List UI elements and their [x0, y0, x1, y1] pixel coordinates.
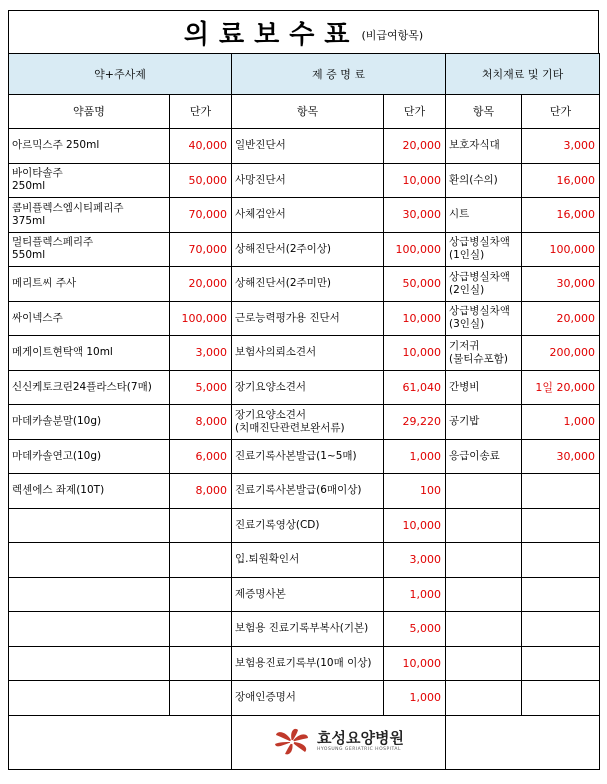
supply-price-cell: 16,000 — [522, 163, 600, 198]
drug-price-cell — [170, 646, 232, 681]
flower-logo-icon — [273, 727, 311, 757]
supply-name-cell: 상급병실차액 (3인실) — [446, 301, 522, 336]
table-row — [9, 232, 600, 267]
table-row — [9, 646, 600, 681]
certificate-name-cell: 사망진단서 — [232, 163, 384, 198]
table-row — [9, 681, 600, 716]
supply-name-cell — [446, 577, 522, 612]
drug-price-cell: 3,000 — [170, 336, 232, 371]
certificate-name-cell: 장애인증명서 — [232, 681, 384, 716]
supply-price-cell: 3,000 — [522, 129, 600, 164]
header-cert-item: 항목 — [232, 95, 384, 129]
price-sheet — [8, 10, 599, 770]
supply-name-cell: 응급이송료 — [446, 439, 522, 474]
drug-name-cell — [9, 646, 170, 681]
header-drug-price: 단가 — [170, 95, 232, 129]
drug-price-cell: 40,000 — [170, 129, 232, 164]
drug-price-cell: 70,000 — [170, 198, 232, 233]
table-row — [9, 370, 600, 405]
certificate-price-cell: 10,000 — [384, 301, 446, 336]
drug-name-cell: 메게이트현탁액 10ml — [9, 336, 170, 371]
certificate-price-cell: 29,220 — [384, 405, 446, 440]
certificate-price-cell: 1,000 — [384, 577, 446, 612]
drug-name-cell: 마데카솔분말(10g) — [9, 405, 170, 440]
certificate-name-cell: 보험용 진료기록부복사(기본) — [232, 612, 384, 647]
certificate-price-cell: 10,000 — [384, 163, 446, 198]
certificate-name-cell: 진료기록사본발급(1~5매) — [232, 439, 384, 474]
drug-name-cell — [9, 577, 170, 612]
supply-price-cell — [522, 508, 600, 543]
page-title: 의료보수표 — [183, 19, 360, 50]
table-row — [9, 336, 600, 371]
certificate-price-cell: 61,040 — [384, 370, 446, 405]
table-row — [9, 267, 600, 302]
section-certificates: 제 증 명 료 — [232, 54, 446, 95]
table-row — [9, 198, 600, 233]
table-row — [9, 474, 600, 509]
table-row — [9, 129, 600, 164]
drug-price-cell — [170, 612, 232, 647]
table-row — [9, 577, 600, 612]
header-cert-price: 단가 — [384, 95, 446, 129]
table-row — [9, 405, 600, 440]
drug-name-cell — [9, 612, 170, 647]
footer-right — [446, 715, 600, 769]
certificate-name-cell: 입.퇴원확인서 — [232, 543, 384, 578]
fee-table — [8, 53, 600, 770]
drug-price-cell: 8,000 — [170, 405, 232, 440]
drug-name-cell: 메리트씨 주사 — [9, 267, 170, 302]
drug-name-cell: 아르믹스주 250ml — [9, 129, 170, 164]
drug-price-cell — [170, 543, 232, 578]
drug-name-cell: 신신케토크린24플라스타(7매) — [9, 370, 170, 405]
page-subtitle: (비급여항목) — [361, 29, 424, 42]
supply-price-cell: 30,000 — [522, 267, 600, 302]
supply-name-cell: 상급병실차액 (1인실) — [446, 232, 522, 267]
certificate-price-cell: 1,000 — [384, 681, 446, 716]
certificate-price-cell: 20,000 — [384, 129, 446, 164]
supply-price-cell: 20,000 — [522, 301, 600, 336]
drug-price-cell — [170, 681, 232, 716]
drug-name-cell — [9, 543, 170, 578]
table-row — [9, 163, 600, 198]
certificate-name-cell: 상해진단서(2주이상) — [232, 232, 384, 267]
certificate-name-cell: 근로능력평가용 진단서 — [232, 301, 384, 336]
certificate-name-cell: 제증명사본 — [232, 577, 384, 612]
certificate-price-cell: 3,000 — [384, 543, 446, 578]
certificate-price-cell: 50,000 — [384, 267, 446, 302]
drug-price-cell: 100,000 — [170, 301, 232, 336]
certificate-price-cell: 10,000 — [384, 508, 446, 543]
certificate-name-cell: 상해진단서(2주미만) — [232, 267, 384, 302]
drug-price-cell — [170, 577, 232, 612]
drug-name-cell: 멀티플렉스페리주 550ml — [9, 232, 170, 267]
supply-name-cell — [446, 646, 522, 681]
certificate-name-cell: 사체검안서 — [232, 198, 384, 233]
hospital-logo — [235, 727, 442, 757]
supply-name-cell — [446, 474, 522, 509]
supply-name-cell: 간병비 — [446, 370, 522, 405]
section-supplies: 처치재료 및 기타 — [446, 54, 600, 95]
drug-price-cell: 20,000 — [170, 267, 232, 302]
supply-price-cell — [522, 646, 600, 681]
drug-name-cell: 마데카솔연고(10g) — [9, 439, 170, 474]
drug-name-cell — [9, 508, 170, 543]
certificate-price-cell: 30,000 — [384, 198, 446, 233]
hospital-name-en: HYOSUNG GERIATRIC HOSPITAL — [317, 747, 401, 753]
drug-price-cell: 70,000 — [170, 232, 232, 267]
drug-name-cell: 렉센에스 좌제(10T) — [9, 474, 170, 509]
supply-name-cell: 공기밥 — [446, 405, 522, 440]
certificate-price-cell: 10,000 — [384, 336, 446, 371]
supply-price-cell — [522, 474, 600, 509]
supply-name-cell: 기저귀 (물티슈포함) — [446, 336, 522, 371]
certificate-price-cell: 100 — [384, 474, 446, 509]
supply-price-cell: 16,000 — [522, 198, 600, 233]
supply-name-cell — [446, 612, 522, 647]
drug-name-cell — [9, 681, 170, 716]
supply-name-cell: 시트 — [446, 198, 522, 233]
drug-name-cell: 콤비플렉스엠시티페리주 375ml — [9, 198, 170, 233]
hospital-name: 효성요양병원 — [317, 729, 404, 748]
section-header-row — [9, 54, 600, 95]
certificate-price-cell: 1,000 — [384, 439, 446, 474]
supply-price-cell: 200,000 — [522, 336, 600, 371]
footer-row — [9, 715, 600, 769]
supply-name-cell: 환의(수의) — [446, 163, 522, 198]
drug-price-cell: 50,000 — [170, 163, 232, 198]
supply-price-cell — [522, 681, 600, 716]
certificate-name-cell: 일반진단서 — [232, 129, 384, 164]
supply-price-cell: 1,000 — [522, 405, 600, 440]
certificate-price-cell: 10,000 — [384, 646, 446, 681]
supply-name-cell — [446, 508, 522, 543]
certificate-name-cell: 장기요양소견서 — [232, 370, 384, 405]
table-row — [9, 543, 600, 578]
certificate-name-cell: 진료기록사본발급(6매이상) — [232, 474, 384, 509]
supply-price-cell: 30,000 — [522, 439, 600, 474]
drug-price-cell — [170, 508, 232, 543]
title-bar — [8, 10, 599, 53]
table-row — [9, 612, 600, 647]
certificate-name-cell: 진료기록영상(CD) — [232, 508, 384, 543]
certificate-name-cell: 보험사의뢰소견서 — [232, 336, 384, 371]
supply-name-cell: 상급병실차액 (2인실) — [446, 267, 522, 302]
certificate-price-cell: 100,000 — [384, 232, 446, 267]
supply-price-cell — [522, 612, 600, 647]
table-row — [9, 439, 600, 474]
supply-price-cell — [522, 577, 600, 612]
drug-price-cell: 5,000 — [170, 370, 232, 405]
drug-name-cell: 싸이넥스주 — [9, 301, 170, 336]
drug-price-cell: 6,000 — [170, 439, 232, 474]
drug-name-cell: 바이타솔주 250ml — [9, 163, 170, 198]
supply-name-cell — [446, 543, 522, 578]
header-drug-name: 약품명 — [9, 95, 170, 129]
supply-price-cell: 100,000 — [522, 232, 600, 267]
section-drugs: 약+주사제 — [9, 54, 232, 95]
footer-logo-cell — [232, 715, 446, 769]
header-supply-item: 항목 — [446, 95, 522, 129]
certificate-price-cell: 5,000 — [384, 612, 446, 647]
supply-name-cell: 보호자식대 — [446, 129, 522, 164]
supply-price-cell: 1일 20,000 — [522, 370, 600, 405]
header-supply-price: 단가 — [522, 95, 600, 129]
supply-price-cell — [522, 543, 600, 578]
table-row — [9, 301, 600, 336]
table-row — [9, 508, 600, 543]
certificate-name-cell: 보험용진료기록부(10매 이상) — [232, 646, 384, 681]
footer-left — [9, 715, 232, 769]
supply-name-cell — [446, 681, 522, 716]
certificate-name-cell: 장기요양소견서 (치매진단관련보완서류) — [232, 405, 384, 440]
column-header-row — [9, 95, 600, 129]
drug-price-cell: 8,000 — [170, 474, 232, 509]
